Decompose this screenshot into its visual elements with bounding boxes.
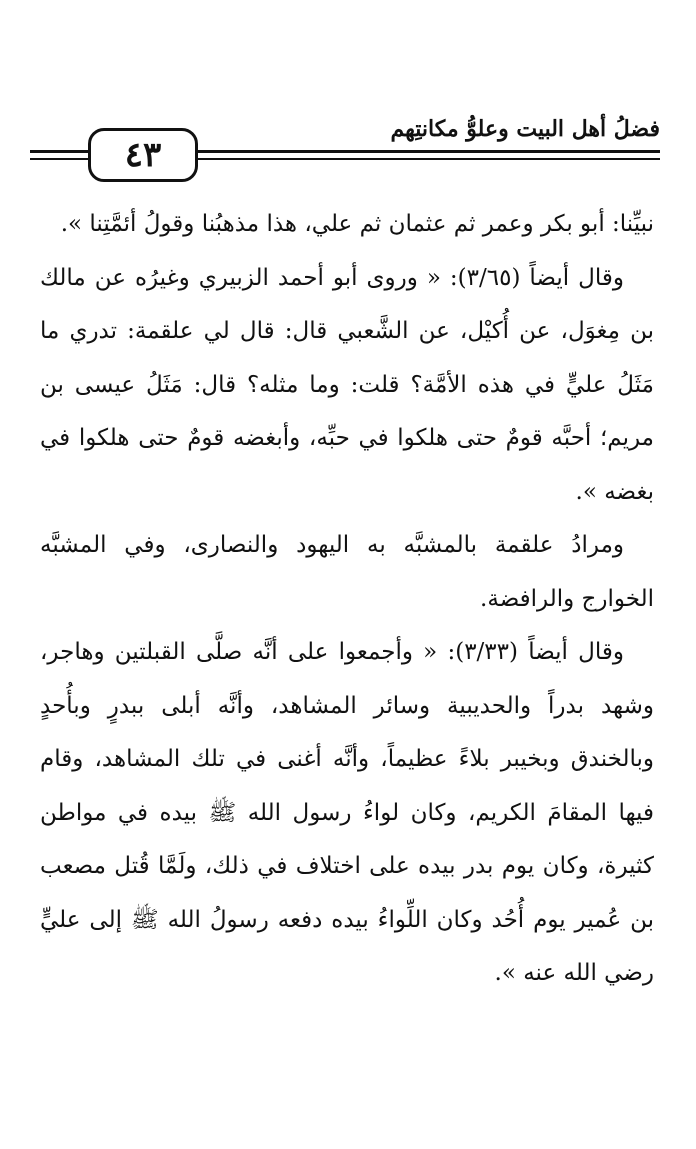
page-body <box>40 198 654 1001</box>
page-number: ٤٣ <box>88 128 198 182</box>
running-title: فضلُ أهل البيت وعلوُّ مكانتِهم <box>390 116 660 142</box>
paragraph-quote-liwa: وقال أيضاً (٣/٣٣): « وأجمعوا على أنَّه صلَّى القبلتين وهاجر، وشهد بدراً والحديبية وسائر المشاهد، وأنَّه أبلى ببدرٍ وبأُحدٍ وبالخندق وبخيبر بلاءً عظيماً، وأنَّه أغنى في تلك المشاهد، وقام فيها المقامَ الكريم، وكان لواءُ رسول الله ﷺ بيده في مواطن كثيرة، وكان يوم بدر بيده على اختلاف في ذلك، ولَمَّا قُتل مصعب بن عُمير يوم أُحُد وكان اللِّواءُ بيده دفعه رسولُ الله ﷺ إلى عليٍّ رضي الله عنه ». <box>40 639 654 986</box>
page-header <box>30 112 660 182</box>
paragraph-quote-alqama: وقال أيضاً (٣/٦٥): « وروى أبو أحمد الزبيري وغيرُه عن مالك بن مِغوَل، عن أُكيْل، عن الشَّعبي قال: قال لي علقمة: تدري ما مَثَلُ عليٍّ في هذه الأمَّة؟ قلت: وما مثله؟ قال: مَثَلُ عيسى بن مريم؛ أحبَّه قومٌ حتى هلكوا في حبِّه، وأبغضه قومٌ حتى هلكوا في بغضه ». <box>40 264 654 505</box>
paragraph-continuation: نبيِّنا: أبو بكر وعمر ثم عثمان ثم علي، هذا مذهبُنا وقولُ أئمَّتِنا ». <box>60 211 654 237</box>
paragraph-commentary: ومرادُ علقمة بالمشبَّه به اليهود والنصارى، وفي المشبَّه الخوارج والرافضة. <box>40 532 654 612</box>
